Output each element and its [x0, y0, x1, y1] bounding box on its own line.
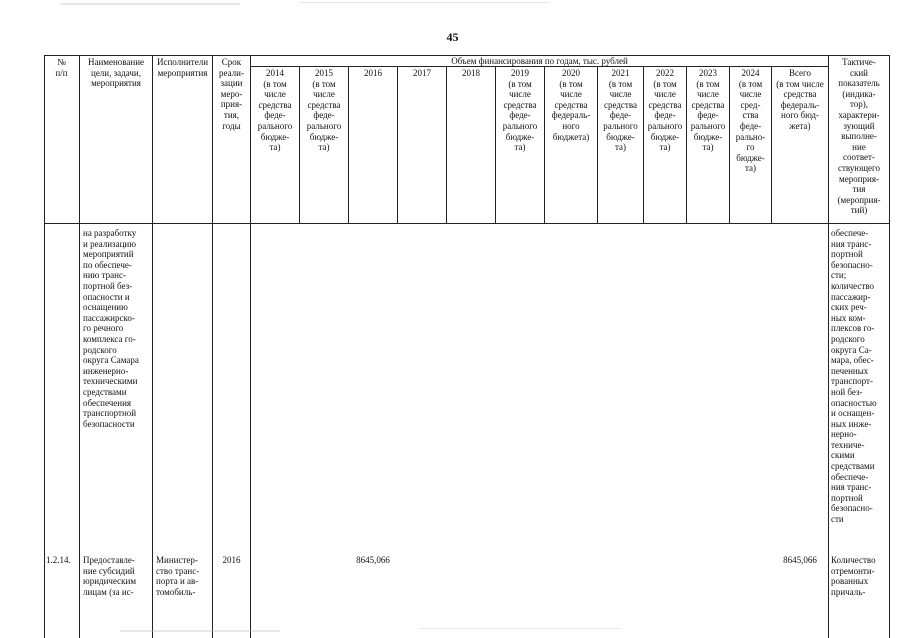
scan-artifact: [300, 2, 550, 3]
header-year-2014: 2014 (в том числе средства феде- рального бюдже- та): [257, 68, 293, 153]
row-indicator: Количество отремонти- рованных причаль-: [831, 555, 876, 597]
col-separator: [397, 66, 398, 224]
col-separator: [79, 55, 80, 638]
header-year-2016: 2016: [364, 68, 382, 78]
header-indicator: Тактиче- ский показатель (индика- тор), характери- зующий выполне- ние соответ- ствующего мероприя- тия (мероприя- тий): [837, 57, 881, 216]
scan-artifact: [120, 630, 280, 632]
scan-artifact: [60, 3, 240, 5]
header-funding-title: Объем финансирования по годам, тыс. рублей: [451, 56, 628, 66]
col-separator: [212, 55, 213, 638]
row-term: 2016: [222, 555, 241, 565]
table-right-border: [889, 55, 890, 638]
row-executor: Министер- ство транс- порта и ав- томобиль-: [156, 555, 200, 597]
row-value-2016: 8645,066: [356, 555, 390, 565]
header-num: № п/п: [55, 57, 68, 78]
header-year-2017: 2017: [413, 68, 431, 78]
header-year-2023: 2023 (в том числе средства феде- рального бюдже- та): [690, 68, 726, 153]
header-name: Наименование цели, задачи, мероприятия: [87, 57, 145, 89]
continuation-indicator: обеспече- ния транс- портной безопасно- сти; количество пассажир- ских реч- ных ком- плексов го- родского округа Са- мара, обес- печенных транспорт- ной без- опасностью и оснащен- ных инже- нерно- техниче- скими средствами обеспече- ния транс- портной безопасно- сти: [831, 228, 877, 525]
header-year-2022: 2022 (в том числе средства феде- рального бюдже- та): [647, 68, 683, 153]
row-name: Предоставле- ние субсидий юридическим лицам (за ис-: [83, 555, 137, 597]
header-year-2019: 2019 (в том числе средства феде- рального бюдже- та): [502, 68, 538, 153]
header-executors: Исполнители мероприятия: [156, 57, 209, 78]
header-year-2021: 2021 (в том числе средства феде- рального бюдже- та): [603, 68, 638, 153]
table-left-border: [44, 55, 45, 638]
header-year-2018: 2018: [462, 68, 480, 78]
col-separator: [152, 55, 153, 638]
header-term: Срок реали- зации меро- прия- тия, годы: [219, 57, 244, 131]
header-year-2024: 2024 (в том числе сред- ства феде- рально- го бюдже- та): [735, 68, 766, 174]
header-year-2015: 2015 (в том числе средства феде- рального бюдже- та): [306, 68, 342, 153]
header-year-2020: 2020 (в том числе средства федераль- ного бюджета): [551, 68, 591, 142]
row-total: 8645,066: [783, 555, 817, 565]
header-total: Всего (в том числе средства федераль- ного бюд- жета): [776, 68, 824, 131]
row-number: 1.2.14.: [46, 555, 71, 565]
header-bottom-border: [44, 223, 889, 224]
col-separator: [348, 66, 349, 224]
page-number: 45: [446, 30, 459, 44]
scan-artifact: [420, 628, 620, 629]
continuation-name: на разработку и реализацию мероприятий по обеспече- нию транс- портной без- опасности и оснащению пассажирско- го речного комплекса го- родского округа Самара инженерно- техническими средствами обеспечения транспортной безопасности: [83, 228, 139, 429]
col-separator: [446, 66, 447, 224]
